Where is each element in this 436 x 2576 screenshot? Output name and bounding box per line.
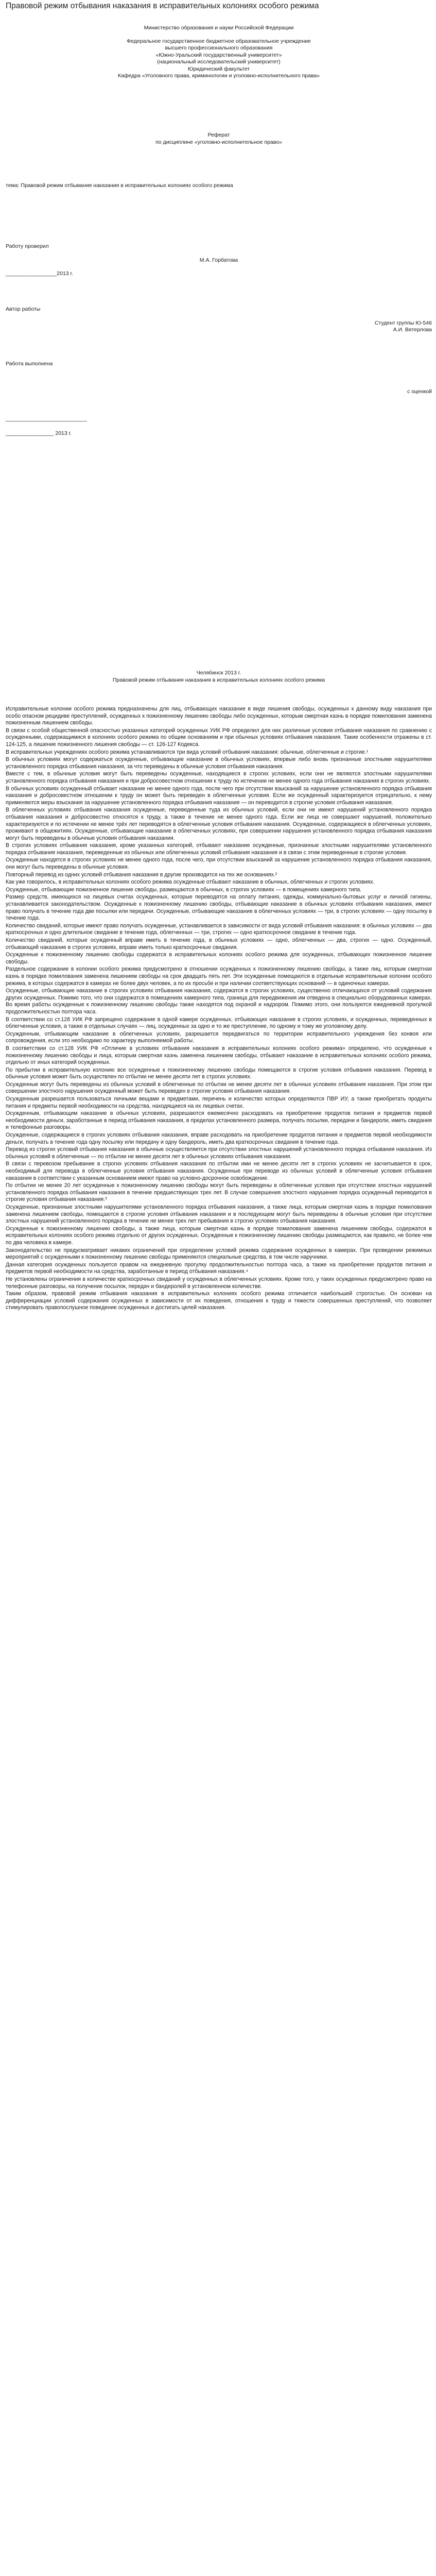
paragraph: Осужденные, признанные злостными нарушителями установленного порядка отбывания наказания, а также лица, которым смертная казнь в порядке помилования заменена лишением свободы, помещаются в строгие условия отбывания наказания и в последующем могут быть переведены в обычные условия при отсутствии злостных нарушений установленного порядка в течение не менее трех лет пребывания в строгих условиях отбывания наказания. (6, 1204, 432, 1225)
body-text (6, 706, 432, 1312)
paragraph: В соответствии со ст.128 УИК РФ запрещено содержание в одной камере осужденных, отбывающих наказание в строгих условиях, и осужденных, переведенных в облегченные условия, а также в отдельных случаях — лиц, осужденных за одно и то же преступление, по одному и тому же уголовному делу. (6, 1016, 432, 1030)
work-type: Реферат (207, 132, 230, 138)
title-page (6, 25, 432, 80)
paragraph: Не установлены ограничения в количестве краткосрочных свиданий у осужденных в облегченных условиях. Кроме того, у таких осужденных предусмотрено право на телефонные разговоры, на получение посылок, передач и бандеролей в установленном количестве. (6, 1276, 432, 1290)
institution-line: высшего профессионального образования (165, 45, 273, 51)
paragraph: В соответствии со ст.128 УИК РФ «Отличие в условиях отбывания наказания в исправительных колониях особого режима» определено, что осужденные к пожизненному лишению свободы и лица, которым смертная казнь заменена лишением свободы, отбывают наказание в исправительных колониях особого режима, отдельно от иных категорий осужденных. (6, 1045, 432, 1066)
paragraph: Таким образом, правовой режим отбывания наказания в исправительных колониях особого режима отличается наибольшей строгостью. Он основан на дифференциации условий содержания осужденных в зависимости от их поведения, отношения к труду и тяжести совершенных преступлений, что позволяет стимулировать правопослушное поведение осужденных и достигать целей наказания. (6, 1291, 432, 1311)
work-type-block (6, 132, 432, 146)
topic-block (6, 182, 432, 190)
paragraph: Как уже говорилось, в исправительных колониях особого режима осужденные отбывают наказание в обычных, облегченных и строгих условиях. (6, 879, 375, 886)
paragraph: Исправительные колонии особого режима предназначены для лиц, отбывающих наказание в виде лишения свободы, осужденных к данному виду наказания при особо опасном рецидиве преступлений, осужденных к пожизненному лишению свободы либо осужденных, которым смертная казнь в порядке помилования заменена пожизненным лишением свободы. (6, 706, 432, 726)
paragraph: Осужденные, содержащиеся в строгих условиях отбывания наказания, вправе расходовать на приобретение продуктов питания и предметов первой необходимости деньги, получать в течение года одну посылку или передачу и одну бандероль, иметь два краткосрочных свидания в течение года. (6, 1132, 432, 1145)
paragraph: Осужденные могут быть переведены из обычных условий в облегченные по отбытии не менее десяти лет в обычных условиях отбывания наказания. При этом при совершении злостного нарушения осужденный может быть переведен в строгие условия отбывания наказания. (6, 1081, 432, 1095)
ministry-line: Министерство образования и науки Российской Федерации (144, 25, 294, 31)
checked-by-label: Работу проверил (6, 243, 49, 249)
paragraph: Осужденные к пожизненному лишению свободы, а также лица, которым смертная казнь в порядке помилования заменена лишением свободы, содержатся в исправительных колониях особого режима отдельно от других осужденных. Осужденные к пожизненному лишению свободы размещаются, как правило, не более чем по два человека в камере. (6, 1225, 432, 1246)
faculty-line: Юридический факультет (187, 65, 250, 72)
blank-line: ___________________________ (6, 416, 87, 422)
paragraph: Осужденным, отбывающим наказание в облегченных условиях, разрешается передвигаться по территории исправительного учреждения без конвоя или сопровождения, если это необходимо по характеру выполняемой работы. (6, 1030, 432, 1044)
paragraph: Количество свиданий, которые осужденный вправе иметь в течение года, в обычных условиях — одно, облегченных — два, строгих — одно. Осужденный, отбывающий наказание в строгих условиях, вправе иметь только краткосрочные свидания. (6, 937, 432, 951)
topic-line: тема: Правовой режим отбывания наказания в исправительных колониях особого режима (6, 182, 233, 189)
paragraph: Количество свиданий, которые имеют право получать осужденные, устанавливается в зависимости от вида условий отбывания наказания: в обычных условиях — два краткосрочных и одно длительное свидание в течение года, облегченных — три, строгих — одно краткосрочное свидание в течение года. (6, 922, 432, 936)
paragraph: В облегченных условиях отбывания наказания осужденные, переведенные туда из обычных условий, если они не имеют нарушений установленного порядка отбывания наказания и добросовестно относятся к труду, а также в течение не менее одного года. Если же лица не совершают нарушений, положительно характеризуются и по истечении не менее трёх лет переводятся в облегченные условия отбывания наказания. Осужденные, содержащиеся в облегченных условиях, проживают в общежитиях. Осужденные, отбывающие наказание в облегченных условиях, при совершении нарушения установленного порядка отбывания наказания могут быть переведены в обычные условия отбывания наказания. (6, 807, 432, 841)
department-line: Кафедра «Уголовного права, криминологии и уголовно-исполнительного права» (117, 73, 320, 79)
paragraph: В связи с особой общественной опасностью указанных категорий осужденных УИК РФ определил для них различные условия отбывания наказания по сравнению с осужденными, содержащимися в колониях особого режима по общим основаниям и при обычных условиях отбывания наказания. Такие особенности отражены в ст. 124-125, а лишение пожизненного лишения свободы — ст. 126-127 Кодекса. (6, 727, 432, 748)
paragraph: В обычных условиях осужденный отбывает наказание не менее одного года, после чего при отсутствии взысканий за нарушение установленного порядка отбывания наказания и добросовестном отношении к труду он может быть переведен в облегченные условия. Если же осужденный характеризуется отрицательно, к нему применяются меры взыскания за нарушение установленного порядка отбывания наказания — он переводится в строгие условия отбывания наказания. (6, 785, 432, 806)
paragraph: Повторный перевод из одних условий отбывания наказания в другие производится на тех же основаниях.² (6, 871, 277, 878)
paragraph: В связи с перевозом пребывание в строгих условиях отбывания наказания по отбытии ими не менее десяти лет в строгих условиях не засчитывается в срок, необходимый для перевода в облегченные условия отбывания наказания. Осужденные при переводе из обычных условий в облегченные условия отбывания наказания в соответствии с указанным основанием имеют право на условно-досрочное освобождение. (6, 1161, 432, 1181)
paragraph: По прибытии в исправительную колонию все осужденные к пожизненному лишению свободы помещаются в строгие условия отбывания наказания. Перевод в обычные условия может быть осуществлен по отбытии не менее десяти лет в строгих условиях. (6, 1066, 432, 1080)
checker-name: М.А. Горбатова (199, 257, 238, 263)
paragraph: По отбытии не менее 20 лет осужденные к пожизненному лишению свободы могут быть переведены в облегченные условия при отсутствии злостных нарушений установленного порядка отбывания наказания в течение предшествующих трех лет. В случае совершения злостного нарушения порядка осужденный переводится в строгие условия отбывания наказания.³ (6, 1182, 432, 1203)
subtitle: Правовой режим отбывания наказания в исправительных колониях особого режима (112, 676, 325, 683)
paragraph: В исправительных учреждениях особого режима устанавливаются три вида условий отбывания наказания: обычные, облегченные и строгие.¹ (6, 749, 368, 755)
authors-label: Автор работы (6, 306, 41, 312)
defended-label: Работа выполнена (6, 361, 53, 367)
checker-block (6, 243, 432, 278)
paragraph: Осужденным разрешается пользоваться личными вещами и предметами, перечень и количество которых определяются ПВР ИУ, а также приобретать продукты питания и предметы первой необходимости на средства, находящиеся на их лицевых счетах. (6, 1096, 432, 1109)
student-group: Студент группы Ю-546 (374, 319, 432, 326)
paragraph: Осужденным, отбывающим наказание в обычных условиях, разрешаются ежемесячно расходовать на приобретение продуктов питания и предметов первой необходимости деньги, заработанные в период отбывания наказания, в пределах установленного размера, получать посылки, передачи и бандероли, иметь свидания и телефонные разговоры. (6, 1110, 432, 1131)
paragraph: Осужденные находятся в строгих условиях не менее одного года, после чего, при отсутствии взысканий за нарушение установленного порядка отбывания наказания, они могут быть переведены в обычные условия. (6, 857, 432, 871)
paragraph: Данная категория осужденных пользуется правом на ежедневную прогулку продолжительностью полтора часа, а также на приобретение продуктов питания и предметов первой необходимости на средства, заработанные в период отбывания наказания.⁴ (6, 1261, 432, 1275)
paragraph: Осужденные, отбывающие наказание в строгих условиях отбывания наказания, содержатся в строгих условиях, существенно отличающихся от условий содержания других осужденных. Помимо того, что они содержатся в помещениях камерного типа, граница для передвижения им отведена в специально оборудованных камерах. Во время работы осужденные к пожизненному лишению свободы также находятся под охраной и надзором. Помимо этого, они пользуются ежедневной прогулкой продолжительностью полтора часа. (6, 988, 432, 1015)
document-title: Правовой режим отбывания наказания в исправительных колониях особого режима (6, 2, 319, 10)
grade-label: с оценкой (407, 388, 432, 395)
date-line: ________________ 2013 г. (6, 430, 72, 436)
paragraph: В строгих условиях отбывания наказания, кроме указанных категорий, отбывают наказание осужденные, признанные злостными нарушителями установленного порядка отбывания наказания, переведенные из обычных или облегченных условий отбывания наказания и в связи с этим переведенные в строгие условия. (6, 842, 432, 856)
paragraph: Осужденные к пожизненному лишению свободы содержатся в исправительных колониях особого режима для осужденных, отбывающих пожизненное лишение свободы. (6, 952, 432, 965)
institution-line: (национальный исследовательский университет) (157, 59, 281, 65)
city-year-block (6, 670, 432, 684)
city-year: Челябинск 2013 г. (196, 670, 241, 676)
defense-block (6, 361, 432, 437)
paragraph: Осужденные, отбывающие пожизненное лишение свободы, размещаются в обычных, в строгих условиях — в помещениях камерного типа. (6, 886, 362, 893)
paragraph: Размер средств, имеющихся на лицевых счетах осужденных, которые переводятся на оплату питания, одежды, коммунально-бытовых услуг и личной гигиены, устанавливается законодательством. Осужденные к пожизненному лишению свободы, отбывающие наказание в обычных условиях отбывания наказания, имеют право получать в течение года две посылки или передачи. Осужденные, отбывающие наказание в облегченных условиях — три, в строгих условиях — одну посылку в течение года. (6, 894, 432, 922)
paragraph: Вместе с тем, в обычные условия могут быть переведены осужденные, находящиеся в строгих условиях, если они не являются злостными нарушителями установленного порядка отбывания наказания и при добросовестном отношении к труду по истечении не менее одного года отбывания наказания в строгих условиях. (6, 771, 432, 784)
paragraph: Перевод из строгих условий отбывания наказания в обычные осуществляется при отсутствии злостных нарушений установленного порядка отбывания наказания. Из обычных условий в облегченные — по отбытии не менее десяти лет в обычных условиях отбывания наказания. (6, 1146, 432, 1160)
date-line: _________________2013 г. (6, 270, 74, 277)
student-name: А.И. Вятерлова (393, 327, 432, 333)
paragraph: Раздельное содержание в колонии особого режима предусмотрено в отношении осужденных к пожизненному лишению свободы, а также лиц, которым смертная казнь в порядке помилования заменена лишением свободы на срок двадцать пять лет. Эти осужденные помещаются в отдельные исправительные колонии особого режима, в которых содержатся в камерах не более двух человек, а по их просьбе и при наличии соответствующих оснований — в одиночных камерах. (6, 966, 432, 987)
paragraph: В обычных условиях могут содержаться осужденные, отбывающие наказание в обычных условиях, впервые либо вновь признанные злостными нарушителями установленного порядка отбывания наказания, за что переведены в обычные условия отбывания наказания. (6, 756, 432, 770)
institution-line: Федеральное государственное бюджетное образовательное учреждение (127, 38, 311, 44)
institution-line: «Южно-Уральский государственный университет» (155, 52, 282, 58)
author-block (6, 306, 432, 334)
discipline-line: по дисциплине «уголовно-исполнительное право» (155, 139, 282, 145)
paragraph: Законодательство не предусматривает никаких ограничений при определении условий режима содержания осужденных в камерах. При проведении режимных мероприятий с осужденными к пожизненному лишению свободы применяются специальные средства, в том числе наручники. (6, 1247, 432, 1261)
